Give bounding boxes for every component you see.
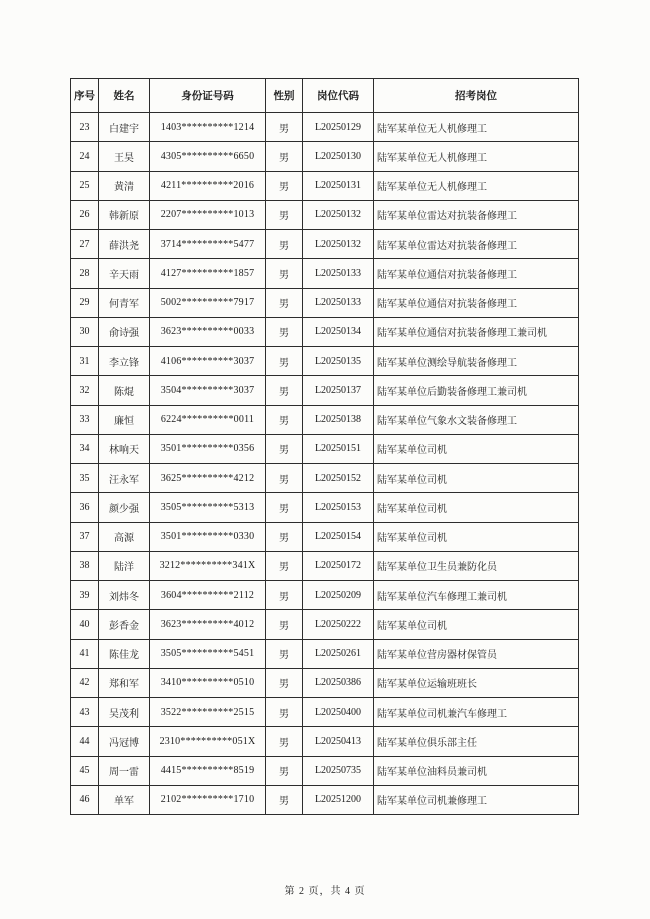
cell-id-number: 1403**********1214: [150, 113, 266, 142]
cell-post-code: L20250132: [303, 200, 374, 229]
cell-id-number: 2102**********1710: [150, 785, 266, 814]
cell-id-number: 3501**********0356: [150, 434, 266, 463]
cell-name: 黄清: [99, 171, 150, 200]
cell-gender: 男: [266, 493, 303, 522]
recruitment-roster-table: [70, 78, 579, 815]
cell-name: 韩新原: [99, 200, 150, 229]
cell-post-title: 陆军某单位运输班班长: [374, 668, 579, 697]
cell-post-title: 陆军某单位后勤装备修理工兼司机: [374, 376, 579, 405]
table-row: [71, 171, 579, 200]
cell-seq: 24: [71, 142, 99, 171]
cell-gender: 男: [266, 551, 303, 580]
table-row: [71, 200, 579, 229]
table-row: [71, 317, 579, 346]
cell-id-number: 3505**********5313: [150, 493, 266, 522]
cell-post-code: L20250138: [303, 405, 374, 434]
page-number-footer: 第 2 页，共 4 页: [284, 886, 366, 897]
cell-name: 薛洪尧: [99, 230, 150, 259]
cell-seq: 30: [71, 317, 99, 346]
cell-id-number: 4305**********6650: [150, 142, 266, 171]
table-row: [71, 376, 579, 405]
cell-id-number: 6224**********0011: [150, 405, 266, 434]
cell-id-number: 2207**********1013: [150, 200, 266, 229]
cell-name: 辛天雨: [99, 259, 150, 288]
cell-post-title: 陆军某单位雷达对抗装备修理工: [374, 230, 579, 259]
cell-name: 冯冠博: [99, 727, 150, 756]
cell-post-code: L20250129: [303, 113, 374, 142]
cell-seq: 45: [71, 756, 99, 785]
cell-post-title: 陆军某单位气象水文装备修理工: [374, 405, 579, 434]
table-row: [71, 288, 579, 317]
cell-seq: 25: [71, 171, 99, 200]
cell-post-code: L20250133: [303, 259, 374, 288]
cell-seq: 28: [71, 259, 99, 288]
table-row: [71, 113, 579, 142]
table-header-row: [71, 79, 579, 113]
cell-post-code: L20250386: [303, 668, 374, 697]
cell-seq: 31: [71, 347, 99, 376]
cell-id-number: 5002**********7917: [150, 288, 266, 317]
cell-post-title: 陆军某单位司机: [374, 610, 579, 639]
cell-post-title: 陆军某单位无人机修理工: [374, 113, 579, 142]
cell-post-title: 陆军某单位油料员兼司机: [374, 756, 579, 785]
cell-post-title: 陆军某单位司机: [374, 493, 579, 522]
cell-post-code: L20250400: [303, 698, 374, 727]
cell-post-title: 陆军某单位无人机修理工: [374, 142, 579, 171]
table-row: [71, 493, 579, 522]
cell-seq: 39: [71, 581, 99, 610]
cell-post-title: 陆军某单位营房器材保管员: [374, 639, 579, 668]
cell-seq: 42: [71, 668, 99, 697]
cell-gender: 男: [266, 200, 303, 229]
table-row: [71, 610, 579, 639]
cell-post-code: L20250132: [303, 230, 374, 259]
cell-post-code: L20250154: [303, 522, 374, 551]
cell-gender: 男: [266, 610, 303, 639]
cell-seq: 37: [71, 522, 99, 551]
table-header: [71, 79, 579, 113]
cell-post-title: 陆军某单位司机: [374, 522, 579, 551]
cell-name: 郑和军: [99, 668, 150, 697]
cell-seq: 32: [71, 376, 99, 405]
cell-name: 俞诗强: [99, 317, 150, 346]
cell-id-number: 4106**********3037: [150, 347, 266, 376]
cell-gender: 男: [266, 405, 303, 434]
table-row: [71, 142, 579, 171]
cell-id-number: 3625**********4212: [150, 464, 266, 493]
cell-gender: 男: [266, 581, 303, 610]
cell-post-title: 陆军某单位无人机修理工: [374, 171, 579, 200]
cell-id-number: 4415**********8519: [150, 756, 266, 785]
cell-post-title: 陆军某单位司机兼汽车修理工: [374, 698, 579, 727]
table-row: [71, 581, 579, 610]
cell-post-code: L20250222: [303, 610, 374, 639]
cell-post-title: 陆军某单位通信对抗装备修理工兼司机: [374, 317, 579, 346]
cell-name: 王昊: [99, 142, 150, 171]
cell-id-number: 2310**********051X: [150, 727, 266, 756]
table-row: [71, 464, 579, 493]
cell-post-code: L20250151: [303, 434, 374, 463]
cell-seq: 34: [71, 434, 99, 463]
cell-seq: 38: [71, 551, 99, 580]
cell-gender: 男: [266, 376, 303, 405]
cell-post-title: 陆军某单位司机兼修理工: [374, 785, 579, 814]
cell-post-code: L20250152: [303, 464, 374, 493]
cell-gender: 男: [266, 464, 303, 493]
cell-name: 白建宇: [99, 113, 150, 142]
cell-name: 汪永军: [99, 464, 150, 493]
cell-name: 林响天: [99, 434, 150, 463]
cell-gender: 男: [266, 785, 303, 814]
header-post-title: 招考岗位: [374, 79, 579, 113]
cell-post-title: 陆军某单位雷达对抗装备修理工: [374, 200, 579, 229]
cell-seq: 23: [71, 113, 99, 142]
header-id-number: 身份证号码: [150, 79, 266, 113]
cell-gender: 男: [266, 727, 303, 756]
cell-gender: 男: [266, 668, 303, 697]
table-row: [71, 698, 579, 727]
cell-post-code: L20250261: [303, 639, 374, 668]
cell-gender: 男: [266, 230, 303, 259]
cell-seq: 44: [71, 727, 99, 756]
cell-seq: 40: [71, 610, 99, 639]
cell-post-title: 陆军某单位汽车修理工兼司机: [374, 581, 579, 610]
cell-name: 刘炜冬: [99, 581, 150, 610]
table-row: [71, 551, 579, 580]
cell-gender: 男: [266, 288, 303, 317]
cell-seq: 33: [71, 405, 99, 434]
header-seq: 序号: [71, 79, 99, 113]
cell-post-title: 陆军某单位卫生员兼防化员: [374, 551, 579, 580]
table-row: [71, 785, 579, 814]
table-row: [71, 668, 579, 697]
cell-post-code: L20251200: [303, 785, 374, 814]
cell-id-number: 3623**********4012: [150, 610, 266, 639]
header-name: 姓名: [99, 79, 150, 113]
cell-id-number: 3714**********5477: [150, 230, 266, 259]
cell-post-code: L20250133: [303, 288, 374, 317]
cell-id-number: 3501**********0330: [150, 522, 266, 551]
cell-post-code: L20250134: [303, 317, 374, 346]
cell-name: 何青军: [99, 288, 150, 317]
cell-name: 周一雷: [99, 756, 150, 785]
cell-post-code: L20250172: [303, 551, 374, 580]
cell-id-number: 3505**********5451: [150, 639, 266, 668]
table-row: [71, 230, 579, 259]
cell-seq: 43: [71, 698, 99, 727]
cell-gender: 男: [266, 317, 303, 346]
cell-seq: 46: [71, 785, 99, 814]
cell-id-number: 3522**********2515: [150, 698, 266, 727]
header-post-code: 岗位代码: [303, 79, 374, 113]
table-row: [71, 522, 579, 551]
cell-post-title: 陆军某单位司机: [374, 464, 579, 493]
cell-post-code: L20250130: [303, 142, 374, 171]
table-row: [71, 639, 579, 668]
cell-name: 高源: [99, 522, 150, 551]
cell-id-number: 3604**********2112: [150, 581, 266, 610]
cell-seq: 29: [71, 288, 99, 317]
table-row: [71, 405, 579, 434]
cell-name: 廉恒: [99, 405, 150, 434]
cell-name: 单军: [99, 785, 150, 814]
cell-gender: 男: [266, 434, 303, 463]
cell-post-code: L20250135: [303, 347, 374, 376]
cell-post-code: L20250209: [303, 581, 374, 610]
cell-post-code: L20250735: [303, 756, 374, 785]
cell-post-code: L20250413: [303, 727, 374, 756]
cell-seq: 26: [71, 200, 99, 229]
table-row: [71, 434, 579, 463]
cell-name: 李立锋: [99, 347, 150, 376]
cell-name: 陈焜: [99, 376, 150, 405]
cell-gender: 男: [266, 113, 303, 142]
cell-gender: 男: [266, 756, 303, 785]
cell-id-number: 4211**********2016: [150, 171, 266, 200]
cell-gender: 男: [266, 259, 303, 288]
cell-gender: 男: [266, 639, 303, 668]
cell-post-title: 陆军某单位通信对抗装备修理工: [374, 288, 579, 317]
cell-post-title: 陆军某单位司机: [374, 434, 579, 463]
cell-gender: 男: [266, 142, 303, 171]
cell-name: 吴茂利: [99, 698, 150, 727]
cell-id-number: 3504**********3037: [150, 376, 266, 405]
cell-gender: 男: [266, 698, 303, 727]
cell-gender: 男: [266, 522, 303, 551]
cell-seq: 35: [71, 464, 99, 493]
cell-post-code: L20250137: [303, 376, 374, 405]
cell-seq: 41: [71, 639, 99, 668]
cell-gender: 男: [266, 171, 303, 200]
cell-seq: 36: [71, 493, 99, 522]
cell-name: 陈佳龙: [99, 639, 150, 668]
table-row: [71, 727, 579, 756]
table-body: [71, 113, 579, 815]
header-gender: 性别: [266, 79, 303, 113]
table-row: [71, 756, 579, 785]
cell-id-number: 4127**********1857: [150, 259, 266, 288]
cell-gender: 男: [266, 347, 303, 376]
cell-seq: 27: [71, 230, 99, 259]
cell-name: 颜少强: [99, 493, 150, 522]
cell-post-code: L20250153: [303, 493, 374, 522]
cell-post-title: 陆军某单位通信对抗装备修理工: [374, 259, 579, 288]
table-row: [71, 259, 579, 288]
cell-post-title: 陆军某单位测绘导航装备修理工: [374, 347, 579, 376]
cell-id-number: 3212**********341X: [150, 551, 266, 580]
cell-post-code: L20250131: [303, 171, 374, 200]
cell-post-title: 陆军某单位俱乐部主任: [374, 727, 579, 756]
table-row: [71, 347, 579, 376]
cell-id-number: 3623**********0033: [150, 317, 266, 346]
cell-id-number: 3410**********0510: [150, 668, 266, 697]
cell-name: 彭香金: [99, 610, 150, 639]
cell-name: 陆洋: [99, 551, 150, 580]
